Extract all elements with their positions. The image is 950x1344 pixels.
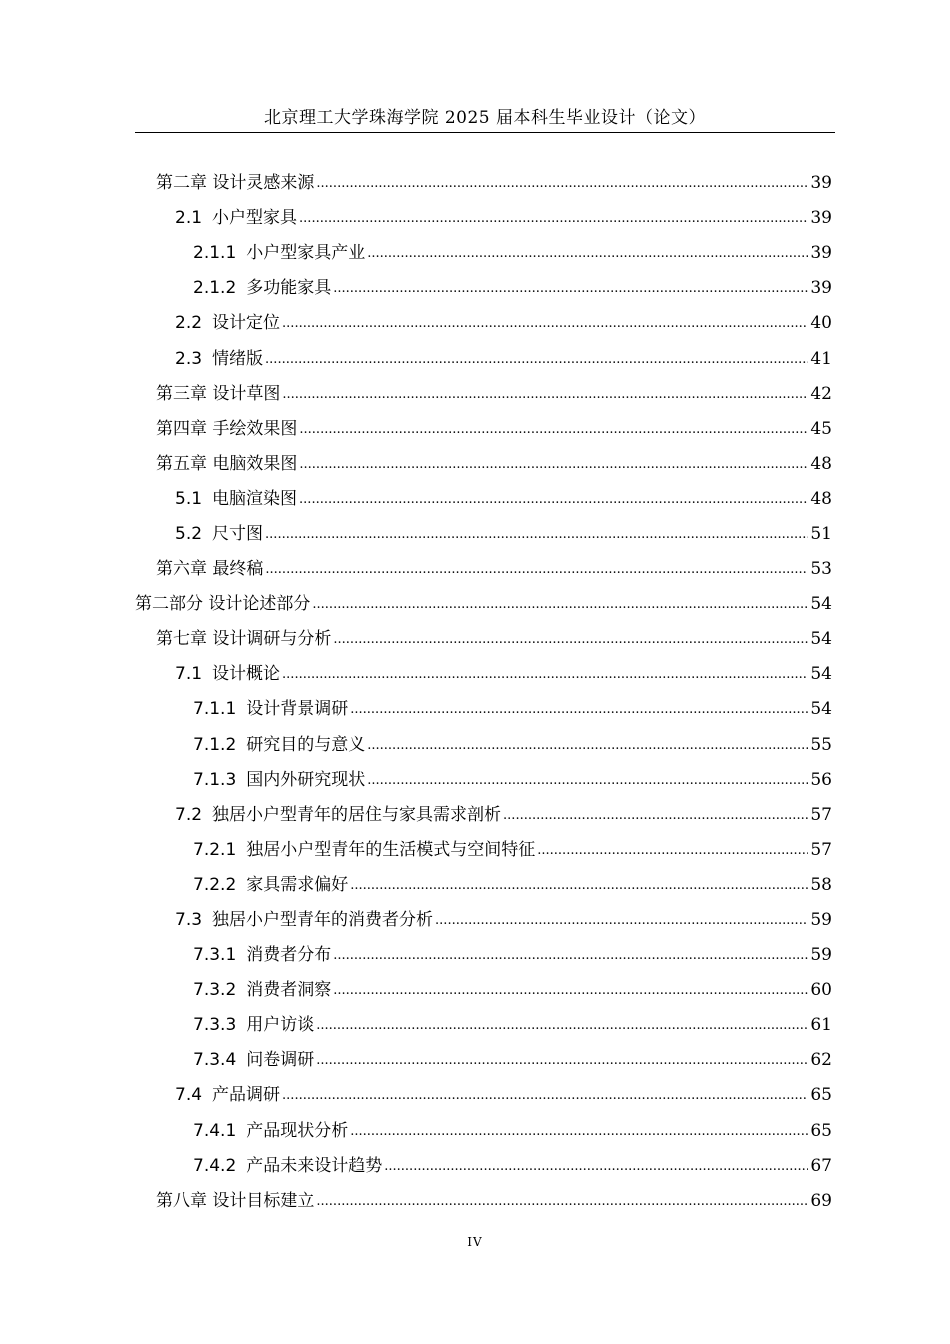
- toc-entry-number: 7.2: [175, 804, 203, 825]
- toc-entry-line: [156, 624, 832, 649]
- toc-entry-line: [193, 870, 832, 895]
- toc-entry-page: 51: [810, 523, 832, 544]
- toc-entry-line: [193, 765, 832, 790]
- toc-entry-line: [193, 730, 832, 755]
- toc-dot-leader: [265, 527, 808, 542]
- toc-entry-number: 5.1: [175, 488, 203, 509]
- toc-entry[interactable]: [0, 374, 950, 409]
- toc-entry-page: 45: [810, 418, 832, 439]
- toc-entry[interactable]: [0, 549, 950, 584]
- toc-entry-number: 7.2.2: [193, 874, 237, 895]
- toc-entry-line: [175, 484, 832, 509]
- toc-entry[interactable]: [0, 619, 950, 654]
- toc-entry-page: 39: [810, 208, 832, 229]
- toc-entry-number: 7.1.1: [193, 699, 237, 720]
- toc-entry-page: 62: [810, 1050, 832, 1071]
- toc-entry-number: 7.1: [175, 664, 203, 685]
- header-divider: [135, 132, 835, 133]
- toc-dot-leader: [282, 316, 808, 331]
- toc-entry-title: 消费者分布: [246, 945, 332, 966]
- toc-entry[interactable]: [0, 409, 950, 444]
- toc-entry-line: [156, 1186, 832, 1211]
- toc-entry[interactable]: [0, 689, 950, 724]
- toc-entry-line: [193, 238, 832, 263]
- toc-entry[interactable]: [0, 514, 950, 549]
- toc-entry-title: 设计定位: [212, 313, 281, 334]
- toc-dot-leader: [350, 878, 808, 893]
- toc-entry-title: 独居小户型青年的消费者分析: [212, 910, 434, 931]
- toc-entry-number: 7.3.3: [193, 1015, 237, 1036]
- toc-dot-leader: [282, 387, 808, 402]
- toc-entry-page: 53: [810, 559, 832, 580]
- toc-entry-number: 2.1.1: [193, 243, 237, 264]
- toc-entry-page: 58: [810, 874, 832, 895]
- toc-dot-leader: [333, 983, 808, 998]
- toc-entry-title: 第六章 最终稿: [156, 559, 264, 580]
- toc-dot-leader: [316, 1053, 808, 1068]
- toc-entry-number: 7.3.2: [193, 980, 237, 1001]
- toc-entry-page: 39: [810, 173, 832, 194]
- toc-entry-page: 67: [810, 1155, 832, 1176]
- toc-entry[interactable]: [0, 1075, 950, 1110]
- toc-entry-number: 7.2.1: [193, 839, 237, 860]
- toc-dot-leader: [316, 176, 808, 191]
- toc-entry-number: 7.3.1: [193, 945, 237, 966]
- toc-entry-number: 2.1.2: [193, 278, 237, 299]
- toc-entry-line: [193, 1116, 832, 1141]
- toc-entry[interactable]: [0, 1005, 950, 1040]
- toc-entry-title: 小户型家具: [212, 208, 298, 229]
- toc-dot-leader: [384, 1159, 808, 1174]
- toc-entry-line: [156, 414, 832, 439]
- toc-entry[interactable]: [0, 303, 950, 338]
- toc-entry-page: 39: [810, 278, 832, 299]
- toc-dot-leader: [537, 843, 808, 858]
- toc-entry[interactable]: [0, 830, 950, 865]
- toc-entry[interactable]: [0, 970, 950, 1005]
- toc-dot-leader: [282, 667, 808, 682]
- toc-entry-line: [175, 203, 832, 228]
- toc-entry-line: [135, 589, 832, 614]
- toc-entry-line: [175, 344, 832, 369]
- toc-dot-leader: [316, 1194, 808, 1209]
- toc-entry[interactable]: [0, 268, 950, 303]
- toc-entry-page: 54: [810, 629, 832, 650]
- toc-dot-leader: [333, 281, 808, 296]
- toc-entry[interactable]: [0, 795, 950, 830]
- toc-entry-page: 61: [810, 1015, 832, 1036]
- toc-dot-leader: [312, 597, 808, 612]
- toc-entry-page: 69: [810, 1190, 832, 1211]
- toc-entry-page: 48: [810, 453, 832, 474]
- toc-dot-leader: [333, 632, 808, 647]
- page-number: IV: [467, 1235, 483, 1249]
- toc-entry-line: [193, 940, 832, 965]
- toc-entry-page: 57: [810, 804, 832, 825]
- toc-entry-number: 7.3: [175, 910, 203, 931]
- toc-entry-title: 家具需求偏好: [246, 874, 349, 895]
- toc-entry-title: 第五章 电脑效果图: [156, 453, 298, 474]
- toc-entry-number: 7.3.4: [193, 1050, 237, 1071]
- toc-entry[interactable]: [0, 584, 950, 619]
- toc-entry-title: 产品调研: [212, 1085, 281, 1106]
- toc-entry-title: 第七章 设计调研与分析: [156, 629, 332, 650]
- toc-entry[interactable]: [0, 900, 950, 935]
- toc-entry-page: 59: [810, 945, 832, 966]
- toc-entry-page: 48: [810, 488, 832, 509]
- toc-dot-leader: [435, 913, 808, 928]
- toc-dot-leader: [299, 457, 808, 472]
- toc-entry-number: 2.2: [175, 313, 203, 334]
- toc-entry-line: [175, 308, 832, 333]
- toc-entry-line: [175, 1080, 832, 1105]
- toc-entry-line: [156, 379, 832, 404]
- toc-entry[interactable]: [0, 1181, 950, 1216]
- toc-entry[interactable]: [0, 725, 950, 760]
- toc-entry-page: 54: [810, 699, 832, 720]
- toc-entry-page: 55: [810, 734, 832, 755]
- toc-entry-title: 设计概论: [212, 664, 281, 685]
- toc-dot-leader: [265, 352, 808, 367]
- toc-entry[interactable]: [0, 865, 950, 900]
- toc-entry-page: 65: [810, 1120, 832, 1141]
- toc-dot-leader: [350, 702, 808, 717]
- toc-entry-title: 第八章 设计目标建立: [156, 1190, 315, 1211]
- toc-entry-title: 研究目的与意义: [246, 734, 366, 755]
- toc-entry-line: [193, 1010, 832, 1035]
- toc-entry-line: [156, 449, 832, 474]
- toc-entry-line: [193, 835, 832, 860]
- toc-entry[interactable]: [0, 444, 950, 479]
- toc-entry-page: 57: [810, 839, 832, 860]
- toc-entry-title: 尺寸图: [212, 523, 264, 544]
- toc-entry-title: 多功能家具: [246, 278, 332, 299]
- toc-entry-number: 2.1: [175, 208, 203, 229]
- toc-entry-line: [175, 800, 832, 825]
- toc-entry[interactable]: [0, 1111, 950, 1146]
- toc-entry-title: 设计背景调研: [246, 699, 349, 720]
- page-header: 北京理工大学珠海学院 2025 届本科生毕业设计（论文）: [263, 108, 707, 128]
- toc-entry[interactable]: [0, 198, 950, 233]
- toc-entry-number: 7.4.1: [193, 1120, 237, 1141]
- toc-entry-line: [193, 273, 832, 298]
- toc-entry-line: [156, 168, 832, 193]
- toc-entry-page: 41: [810, 348, 832, 369]
- table-of-contents: [0, 163, 950, 1216]
- toc-entry-title: 独居小户型青年的居住与家具需求剖析: [212, 804, 502, 825]
- toc-entry-line: [193, 1045, 832, 1070]
- toc-entry[interactable]: [0, 1146, 950, 1181]
- toc-entry-number: 7.4: [175, 1085, 203, 1106]
- toc-dot-leader: [265, 562, 808, 577]
- toc-entry-line: [193, 694, 832, 719]
- toc-entry[interactable]: [0, 233, 950, 268]
- toc-entry-line: [193, 1151, 832, 1176]
- toc-dot-leader: [333, 948, 808, 963]
- toc-dot-leader: [503, 808, 808, 823]
- toc-dot-leader: [282, 1088, 808, 1103]
- toc-entry-title: 国内外研究现状: [246, 769, 366, 790]
- toc-dot-leader: [299, 492, 808, 507]
- toc-entry[interactable]: [0, 338, 950, 373]
- toc-entry-title: 独居小户型青年的生活模式与空间特征: [246, 839, 536, 860]
- toc-dot-leader: [367, 773, 808, 788]
- toc-entry-page: 60: [810, 980, 832, 1001]
- toc-entry-page: 65: [810, 1085, 832, 1106]
- toc-entry[interactable]: [0, 479, 950, 514]
- toc-entry-title: 第三章 设计草图: [156, 383, 281, 404]
- toc-entry-number: 5.2: [175, 523, 203, 544]
- toc-entry-title: 第二部分 设计论述部分: [135, 594, 311, 615]
- toc-entry-title: 电脑渲染图: [212, 488, 298, 509]
- toc-entry-page: 39: [810, 243, 832, 264]
- toc-entry-number: 2.3: [175, 348, 203, 369]
- toc-entry-line: [193, 975, 832, 1000]
- toc-entry-number: 7.1.3: [193, 769, 237, 790]
- toc-entry-line: [175, 659, 832, 684]
- toc-entry[interactable]: [0, 1040, 950, 1075]
- toc-entry[interactable]: [0, 163, 950, 198]
- toc-entry-page: 42: [810, 383, 832, 404]
- toc-entry-title: 消费者洞察: [246, 980, 332, 1001]
- toc-entry[interactable]: [0, 654, 950, 689]
- toc-entry-title: 用户访谈: [246, 1015, 315, 1036]
- toc-entry-page: 56: [810, 769, 832, 790]
- toc-entry-number: 7.4.2: [193, 1155, 237, 1176]
- toc-entry-page: 54: [810, 594, 832, 615]
- toc-entry-title: 第二章 设计灵感来源: [156, 173, 315, 194]
- toc-entry-title: 第四章 手绘效果图: [156, 418, 298, 439]
- toc-dot-leader: [367, 246, 808, 261]
- toc-dot-leader: [299, 422, 808, 437]
- toc-entry[interactable]: [0, 760, 950, 795]
- toc-entry-page: 59: [810, 910, 832, 931]
- toc-dot-leader: [350, 1124, 808, 1139]
- toc-entry-title: 产品未来设计趋势: [246, 1155, 383, 1176]
- toc-entry-line: [175, 905, 832, 930]
- toc-entry-title: 问卷调研: [246, 1050, 315, 1071]
- toc-entry-page: 54: [810, 664, 832, 685]
- toc-entry[interactable]: [0, 935, 950, 970]
- toc-entry-title: 产品现状分析: [246, 1120, 349, 1141]
- toc-dot-leader: [299, 211, 808, 226]
- toc-entry-line: [156, 554, 832, 579]
- toc-dot-leader: [316, 1018, 808, 1033]
- toc-entry-number: 7.1.2: [193, 734, 237, 755]
- toc-entry-title: 情绪版: [212, 348, 264, 369]
- toc-entry-page: 40: [810, 313, 832, 334]
- toc-entry-line: [175, 519, 832, 544]
- toc-dot-leader: [367, 738, 808, 753]
- toc-entry-title: 小户型家具产业: [246, 243, 366, 264]
